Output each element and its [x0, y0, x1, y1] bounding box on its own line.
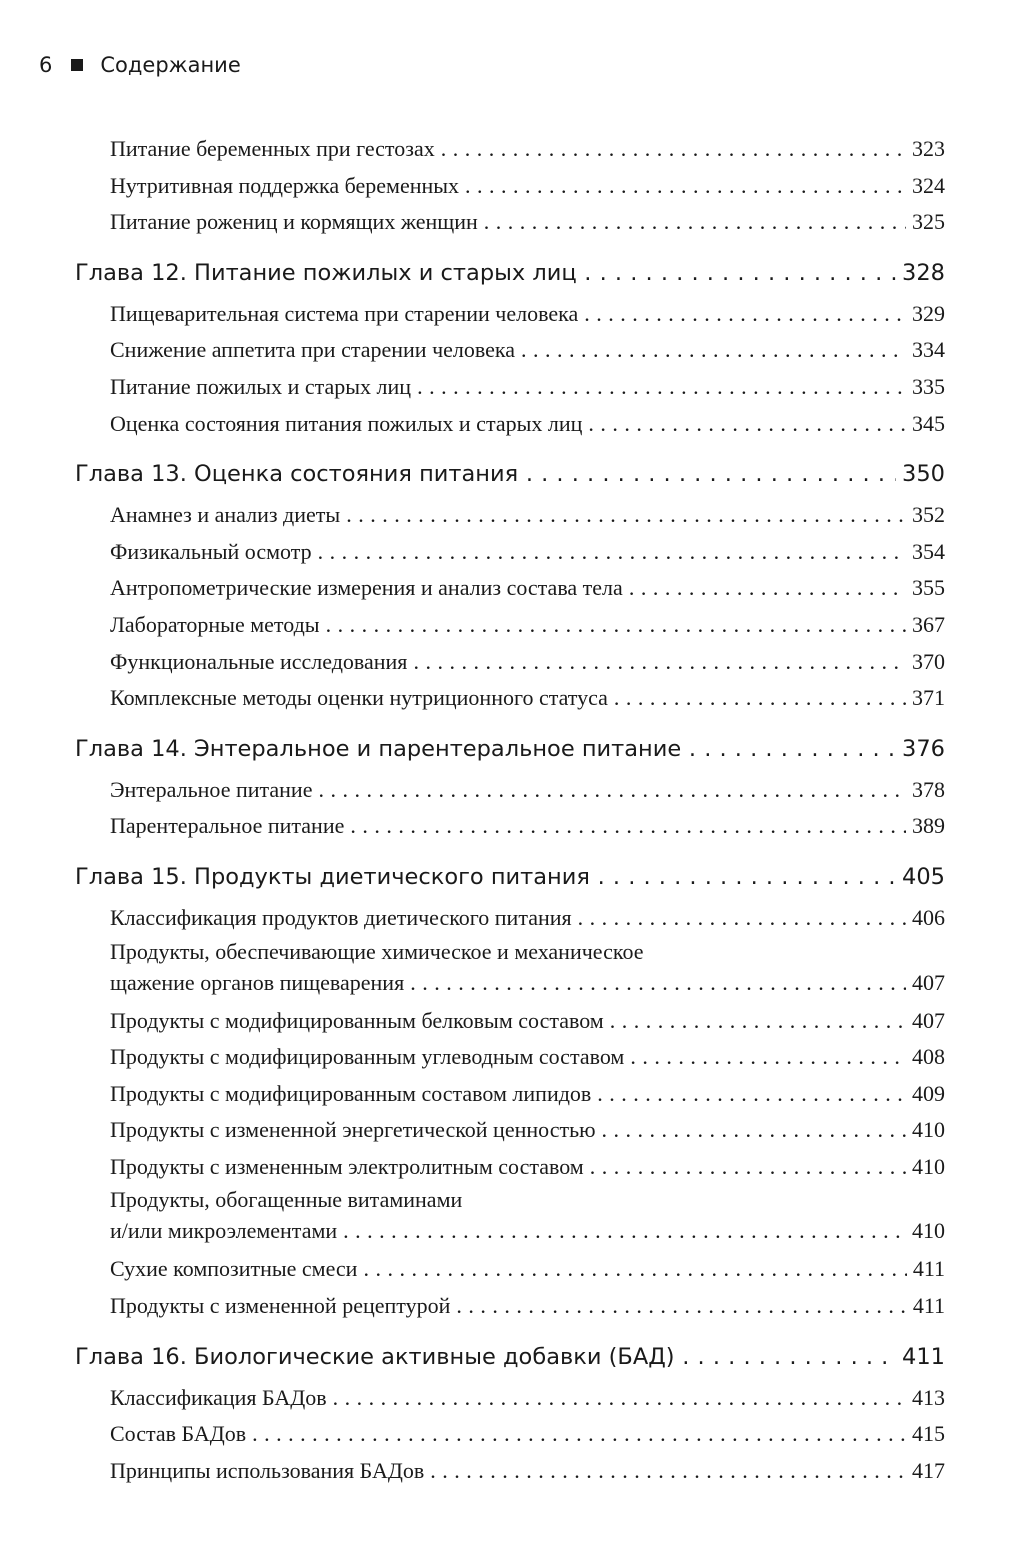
toc-chapter-16	[75, 1334, 945, 1380]
toc-entry-title: Парентеральное питание . . .	[110, 808, 906, 845]
page-number: 6	[39, 53, 53, 77]
toc-entry	[75, 369, 945, 406]
toc-entry	[75, 1251, 945, 1288]
toc-entry-page: 410	[906, 1112, 945, 1149]
toc-entry-multiline	[75, 1185, 945, 1251]
toc-chapter-12	[75, 250, 945, 296]
toc-entry	[75, 1149, 945, 1186]
toc-entry-page: 323	[906, 131, 945, 168]
toc-entry-page: 410	[906, 1215, 945, 1247]
toc-entry	[75, 900, 945, 937]
toc-entry	[75, 1453, 945, 1490]
toc-entry-page: 378	[906, 772, 945, 809]
toc-entry-page: 411	[907, 1288, 945, 1325]
toc-entry-page: 334	[906, 332, 945, 369]
toc-entry-title: Снижение аппетита при старении человека . . .	[110, 332, 906, 369]
toc-entry	[75, 680, 945, 717]
toc-entry-title: Питание пожилых и старых лиц . . .	[110, 369, 906, 406]
toc-entry-page: 413	[906, 1380, 945, 1417]
toc-entry	[75, 1003, 945, 1040]
toc-entry-title: щажение органов пищеварения . . .	[110, 967, 906, 999]
toc-entry	[75, 534, 945, 571]
chapter-title: Глава 14. Энтеральное и парентеральное питание . . .	[75, 726, 896, 772]
toc-entry-page: 324	[906, 168, 945, 205]
toc-entry-title: Питание рожениц и кормящих женщин . . .	[110, 204, 906, 241]
chapter-title: Глава 13. Оценка состояния питания . . .	[75, 451, 896, 497]
toc-entry	[75, 131, 945, 168]
toc-entry-title: Классификация БАДов . . .	[110, 1380, 906, 1417]
toc-entry-title: Пищеварительная система при старении человека . . .	[110, 296, 906, 333]
section-title: Содержание	[100, 53, 241, 77]
toc-entry-page: 329	[906, 296, 945, 333]
toc-entry-title: Энтеральное питание . . .	[110, 772, 906, 809]
toc-entry-page: 370	[906, 644, 945, 681]
chapter-page: 411	[896, 1334, 945, 1380]
toc-entry-title: Состав БАДов . . .	[110, 1416, 906, 1453]
toc-entry-page: 407	[906, 1003, 945, 1040]
toc-entry	[75, 1076, 945, 1113]
toc-entry-title-line1: Продукты, обеспечивающие химическое и механическое	[110, 938, 644, 964]
toc-entry-page: 411	[907, 1251, 945, 1288]
toc-entry-page: 335	[906, 369, 945, 406]
toc-entry	[110, 1215, 945, 1251]
toc-entry	[110, 967, 945, 1003]
toc-entry-page: 354	[906, 534, 945, 571]
toc-entry-multiline	[75, 937, 945, 1003]
toc-chapter-13	[75, 451, 945, 497]
toc-entry	[75, 332, 945, 369]
toc-entry	[75, 607, 945, 644]
chapter-page: 328	[896, 250, 945, 296]
toc-entry-page: 417	[906, 1453, 945, 1490]
chapter-page: 350	[896, 451, 945, 497]
toc-entry-title: Сухие композитные смеси . . .	[110, 1251, 907, 1288]
toc-entry-title-line1: Продукты, обогащенные витаминами	[110, 1187, 463, 1213]
toc-entry-page: 325	[906, 204, 945, 241]
toc-entry-title: Питание беременных при гестозах . . .	[110, 131, 906, 168]
chapter-title: Глава 16. Биологические активные добавки (БАД) . . .	[75, 1334, 896, 1380]
running-header	[39, 50, 241, 80]
toc-entry-title: Продукты с измененным электролитным составом . . .	[110, 1149, 906, 1186]
toc-entry-title: Анамнез и анализ диеты . . .	[110, 497, 906, 534]
toc-entry-page: 407	[906, 967, 945, 999]
toc-entry-page: 406	[906, 900, 945, 937]
toc-entry-page: 367	[906, 607, 945, 644]
toc-entry-title: Комплексные методы оценки нутриционного статуса . . .	[110, 680, 906, 717]
toc-entry-title: Функциональные исследования . . .	[110, 644, 906, 681]
table-of-contents	[75, 131, 945, 1489]
toc-entry-page: 352	[906, 497, 945, 534]
toc-entry-title: Продукты с измененной энергетической ценностью . . .	[110, 1112, 906, 1149]
toc-entry-title: Физикальный осмотр . . .	[110, 534, 906, 571]
toc-entry-title: Продукты с модифицированным углеводным составом . . .	[110, 1039, 906, 1076]
toc-entry-page: 355	[906, 570, 945, 607]
toc-entry-page: 345	[906, 406, 945, 443]
square-bullet-icon	[71, 59, 83, 71]
toc-entry	[75, 406, 945, 443]
toc-entry-title: и/или микроэлементами . . .	[110, 1215, 906, 1247]
toc-entry	[75, 168, 945, 205]
toc-entry-page: 415	[906, 1416, 945, 1453]
toc-entry-title: Принципы использования БАДов . . .	[110, 1453, 906, 1490]
chapter-title: Глава 12. Питание пожилых и старых лиц . . .	[75, 250, 896, 296]
toc-entry-title: Продукты с модифицированным составом липидов . . .	[110, 1076, 906, 1113]
toc-entry-page: 408	[906, 1039, 945, 1076]
toc-entry-page: 371	[906, 680, 945, 717]
toc-entry-page: 409	[906, 1076, 945, 1113]
toc-entry	[75, 1416, 945, 1453]
toc-entry-title: Антропометрические измерения и анализ состава тела . . .	[110, 570, 906, 607]
toc-entry	[75, 296, 945, 333]
toc-entry	[75, 644, 945, 681]
toc-entry-page: 410	[906, 1149, 945, 1186]
toc-entry-title: Классификация продуктов диетического питания . . .	[110, 900, 906, 937]
toc-entry	[75, 497, 945, 534]
toc-entry	[75, 570, 945, 607]
toc-entry	[75, 1288, 945, 1325]
toc-entry	[75, 204, 945, 241]
toc-chapter-15	[75, 854, 945, 900]
toc-entry-title: Лабораторные методы . . .	[110, 607, 906, 644]
toc-entry-title: Продукты с модифицированным белковым составом . . .	[110, 1003, 906, 1040]
toc-entry-title: Продукты с измененной рецептурой . . .	[110, 1288, 907, 1325]
toc-entry-page: 389	[906, 808, 945, 845]
toc-entry	[75, 1112, 945, 1149]
toc-entry	[75, 772, 945, 809]
toc-entry-title: Нутритивная поддержка беременных . . .	[110, 168, 906, 205]
toc-chapter-14	[75, 726, 945, 772]
toc-entry	[75, 1039, 945, 1076]
chapter-page: 405	[896, 854, 945, 900]
toc-entry	[75, 808, 945, 845]
toc-entry-title: Оценка состояния питания пожилых и старых лиц . . .	[110, 406, 906, 443]
chapter-page: 376	[896, 726, 945, 772]
toc-entry	[75, 1380, 945, 1417]
chapter-title: Глава 15. Продукты диетического питания . . .	[75, 854, 896, 900]
